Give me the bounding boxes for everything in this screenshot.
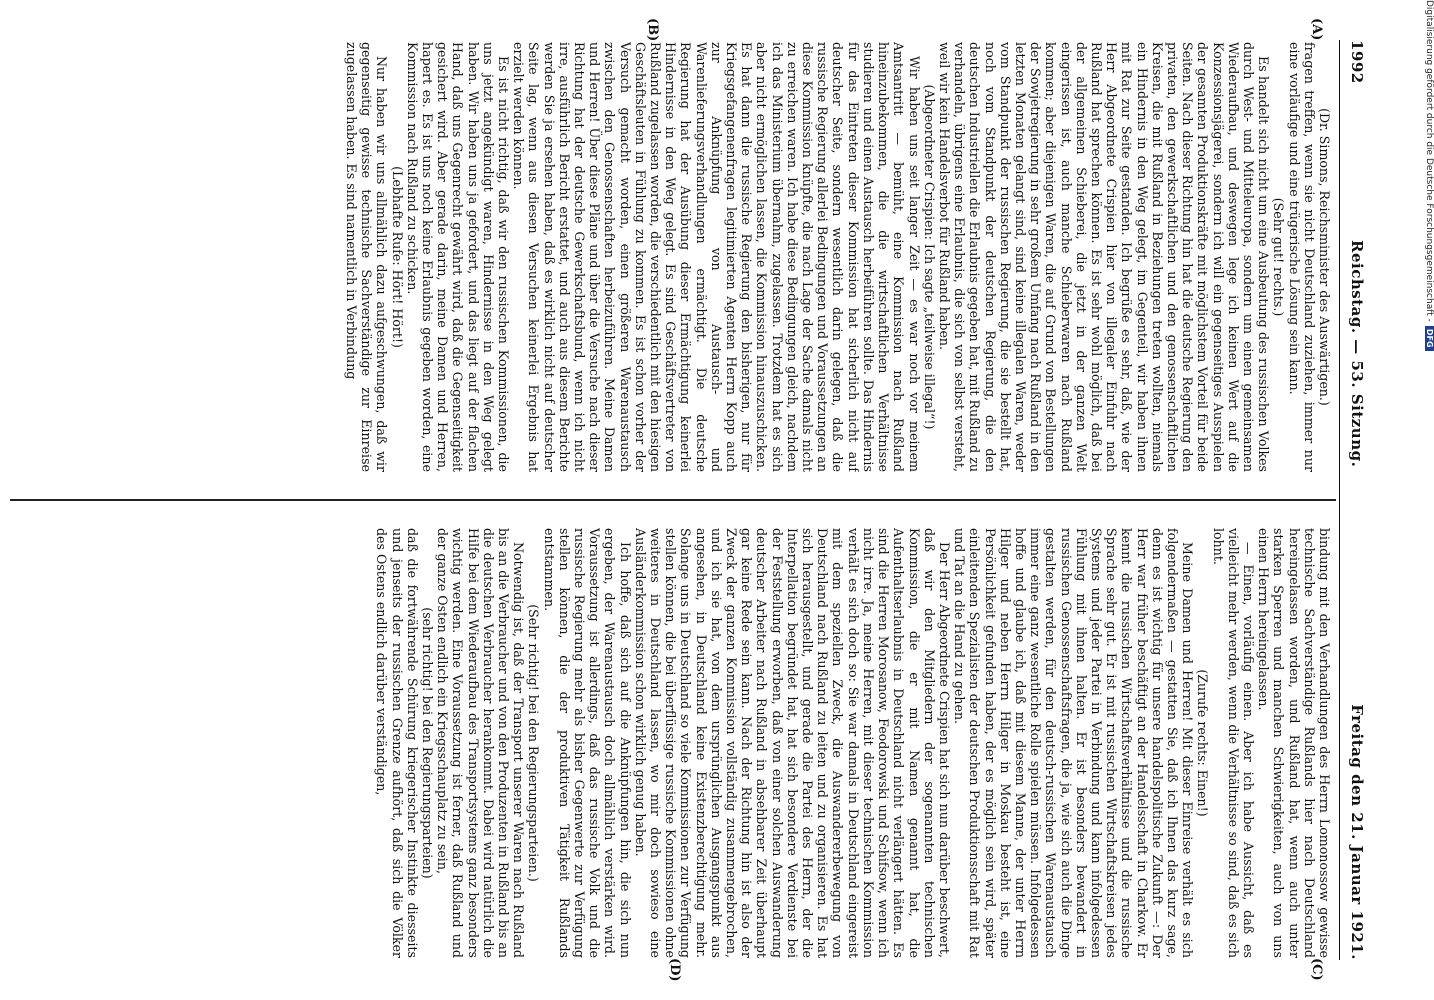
dfg-logo: DFG <box>1425 326 1434 351</box>
left-column <box>12 42 1332 472</box>
paragraph: Der Herr Abgeordnete Crispien hat sich nun darüber beschwert, daß wir den Mitgliedern der sogenannten technischen Kommission, die er mit Namen genannt hat, die Aufenthaltserlaubnis in Deutschland nicht verlängert hätten. Es sind die Herren Morosanow, Feodorowski und Schifsow, wenn ich nicht irre. Ja, meine Herren, mit dieser technischen Kommission verhält es sich doch so: Sie war damals in Deutschland eingereist mit dem speziellen Zweck, die Auswandererbewegung von Deutschland nach Rußland zu leiten und zu organisieren. Es hat sich herausgestellt, und gerade die Partei des Herrn, der die Interpellation begründet hat, hat sich besondere Verdienste bei der Feststellung erworben, daß von einer solchen Auswanderung deutscher Arbeiter nach Rußland in absehbarer Zeit überhaupt gar keine Rede sein kann. Nach der Richtung hin ist also der Zweck der ganzen Kommission vollständig zusammengebrochen, und ich sie hat, von dem ursprünglichen Ausgangspunkt aus angesehen, in Deutschland keine Existenzberechtigung mehr. Solange uns in Deutschland so viele Kommissionen zur Verfügung stellen können, die bei überflüssige russische Kommissionen ohne weiteres in Deutschland lassen, wo mir doch sowieso eine Ausländerkommission schon wirklich genug haben. <box>632 528 952 958</box>
interjection: (Zurufe rechts: Einen!) <box>1195 669 1211 817</box>
paragraph: Notwendig ist, daß der Transport unserer Waren nach Rußland bis an die Verbraucher und von den Produzenten in Rußland bis an die deutschen Verbraucher herankommt. Dabei wird natürlich die Hilfe bei dem Wiederaufbau des Transportsystems ganz besonders wichtig werden. Eine Voraussetzung ist ferner, daß Rußland und der ganze Osten endlich ein Kriegsschauplatz zu sein, <box>435 528 527 958</box>
margin-marker-a: (A) <box>1309 18 1324 41</box>
paragraph: Es ist nicht richtig, daß wir den russischen Kommissionen, die uns jetzt angekündigt waren, Hindernisse in den Weg gelegt haben. Wir haben uns ja gefordert, und das liegt auf der flachen Hand, daß uns Gegenrecht gewährt wird, daß die Gegenseitigkeit gesichert wird. Aber gerade darin, meine Damen und Herren, hapert es. Es ist uns noch keine Erlaubnis gegeben worden, eine Kommission nach Rußland zu schicken. <box>404 42 512 472</box>
margin-marker-d: (D) <box>667 958 682 982</box>
credit-text: Digitalisierung gefördert durch die Deutsche Forschungsgemeinschaft - <box>1424 0 1434 322</box>
paragraph: daß die fortwährende Schürung kriegerischer Instinkte diesseits und jenseits der russischen Grenze aufhört, daß sich die Völker des Ostens endlich darüber verständigen, <box>374 528 420 958</box>
paragraph: Wir haben uns seit langer Zeit — es war noch vor meinem Amtsantritt — bemüht, eine Kommission nach Rußland hineinzubekommen, die die wirtschaftlichen Verhältnisse studieren und einen Austausch herbeiführen sollte. Das Hindernis für das Eintreten dieser Kommission hat sicherlich nicht auf deutscher Seite, sondern wesentlich darin gelegen, daß die russische Regierung allerlei Bedingungen und Voraussetzungen an diese Kommission knüpfte, die nach Lage der Sache damals nicht zu erreichen waren. Ich habe diese Bedingungen gleich, nachdem ich das Ministerium übernahm, zugelassen. Trotzdem hat es sich aber nicht ermöglichen lassen, die Kommission hinauszuschicken. Es hat dann die russische Regierung den bisherigen, nur für Kriegsgefangenenfragen legitimierten Agenten Herrn Kopp auch zur Anknüpfung von Austausch- und Warenlieferungsverhandlungen ermächtigt. Die deutsche Regierung hat der Ausübung dieser Ermächtigung keinerlei Hindernisse in den Weg gelegt. Es sind Geschäftsvertreter von Rußland zugelassen worden, die verschiedentlich mit den hiesigen Geschäftsleuten in Fühlung zu kommen. Es ist schon vorher der Versuch gemacht worden, einen größeren Warenaustausch zwischen den Genossenschaften herbeizuführen. Meine Damen und Herren! Über diese Pläne und über die Versuche nach dieser Richtung hat der deutsche Gewerkschaftsbund, wenn ich nicht irre, ausführlich Bericht erstattet, und auch aus diesem Berichte werden Sie ja ersehen haben, daß es wirklich nicht auf deutscher Seite lag, wenn aus diesen Versuchen keinerlei Ergebnis hat erzielt werden können. <box>511 42 922 472</box>
digitization-credit <box>1420 0 1434 1000</box>
paragraph: — Einen, vorläufig einen. Aber ich habe Aussicht, daß es vielleicht mehr werden, wenn die Verhältnisse so sind, daß es sich lohnt. <box>1210 528 1256 958</box>
interjection: (Sehr gut! rechts.) <box>1271 197 1287 317</box>
margin-marker-c: (C) <box>1309 958 1324 981</box>
paragraph: Ich hoffe, daß sich auf die Anknüpfungen hin, die sich nun ergeben, der Warenaustausch doch allmählich verstärken wird. Voraussetzung ist allerdings, daß das russische Volk und die russische Regierung mehr als bisher Gegenwerte zur Verfügung stellen können, die der produktiven Tätigkeit Rußlands entstammen. <box>541 528 633 958</box>
paragraph: bindung mit den Verhandlungen des Herrn Lomonossow gewisse technische Sachverständige Rußlands hier nach Deutschland hereingelassen worden, und Rußland hat, wenn auch unter starken Sperren und manchen Schwierigkeiten, auch von uns einen Herrn hereingelassen. <box>1256 528 1332 958</box>
paragraph: Es handelt sich nicht um eine Ausbeutung des russischen Volkes durch West- und Mitteleuropa, sondern um einen gemeinsamen Wiederaufbau, und deswegen lege ich keinen Wert auf die Konzessionsjägerei, sondern ich will ein gegenseitiges Ausspielen der gesamten Produktionskräfte mit möglichstem Vorteil für beide Seiten. Nach dieser Richtung hin hat die deutsche Regierung den privaten, den gewerkschaftlichen und den genossenschaftlichen Kreisen, die mit Rußland in Beziehungen treten wollten, niemals ein Hindernis in den Weg gelegt, im Gegenteil, wir haben ihnen mit Rat zur Seite gestanden. Ich begrüße es sehr, daß, wie der Herr Abgeordnete Crispien hier von illegaler Einfuhr nach Rußland hat sprechen können. Es ist sehr wohl möglich, daß bei der allgemeinen Schieberei, die jetzt in der ganzen Welt eingerissen ist, auch manche Schieberwaren nach Rußland kommen; aber diejenigen Waren, die auf Grund von Bestellungen der Sowjetregierung in sehr großem Umfang nach Rußland in den letzten Monaten gelangt sind, sind keine illegalen Waren, weder vom Standpunkt der russischen Regierung, die sie bestellt hat, noch vom Standpunkt der deutschen Regierung, die den deutschen Industriellen die Erlaubnis gegeben hat, mit Rußland zu verhandeln, übrigens eine Erlaubnis, die sich von selbst versteht, weil wir kein Handelsverbot für Rußland haben. <box>936 42 1272 472</box>
paragraph: fragen treffen, wenn sie nicht Deutschland zuziehen, immer nur eine vorläufige und eine trügerische Lösung sein kann. <box>1286 42 1317 472</box>
session-date: Freitag den 21. Januar 1921. <box>1348 704 1366 960</box>
interjection: (sehr richtig! bei den Regierungsparteien) <box>420 607 436 879</box>
paragraph: Meine Damen und Herren! Mit dieser Einreise verhält es sich folgendermaßen — gestatten Sie, daß ich Ihnen das kurz sage, denn es ist wichtig für unsere handelspolitische Zukunft —: Der Herr war früher beschäftigt an der Handelsschaft in Charkow. Er kennt die russischen Wirtschaftsverhältnisse und die russische Sprache sehr gut. Er ist mit russischen Wirtschaftskreisen jedes Systems und jeder Partei in Verbindung und kann infolgedessen Fühlung mit ihnen halten. Er ist besonders bewandert in russischen Genossenschaftsfragen, die ja, wie sich auch die Dinge gestalten werden, für den deutsch-russischen Warenaustausch immer eine ganz wesentliche Rolle spielen müssen. Infolgedessen hoffe und glaube ich, daß mit diesem Manne, der unter Herrn Hilger und neben Herrn Hilger in Moskau besteht ist, eine Persönlichkeit gefunden haben, der es möglich sein wird, später einleitenden Spezialisten der deutschen Produktionsschaft mit Rat und Tat an die Hand zu gehen. <box>952 528 1196 958</box>
column-divider <box>10 499 1336 501</box>
speaker-line: (Dr. Simons, Reichsminister des Auswärtigen.) <box>1317 108 1332 406</box>
interjection: (Abgeordneter Crispien: Ich sagte „teilweise illegal“!) <box>921 84 937 430</box>
margin-marker-b: (B) <box>645 18 660 42</box>
page-header <box>1342 40 1366 960</box>
header-rule <box>1339 40 1340 960</box>
right-column <box>12 528 1332 958</box>
paragraph: Nur haben wir uns allmählich dazu aufgeschwungen, daß wir gegenseitig gewisse technische Sachverständige zur Einreise zugelassen haben. Es sind namentlich in Verbindung <box>344 42 390 472</box>
interjection: (Lebhafte Rufe: Hört! Hört!) <box>389 166 405 348</box>
interjection: (Sehr richtig! bei den Regierungsparteien.) <box>526 604 542 882</box>
page-number: 1992 <box>1348 40 1366 84</box>
session-title: Reichstag. — 53. Sitzung. <box>1348 240 1366 468</box>
